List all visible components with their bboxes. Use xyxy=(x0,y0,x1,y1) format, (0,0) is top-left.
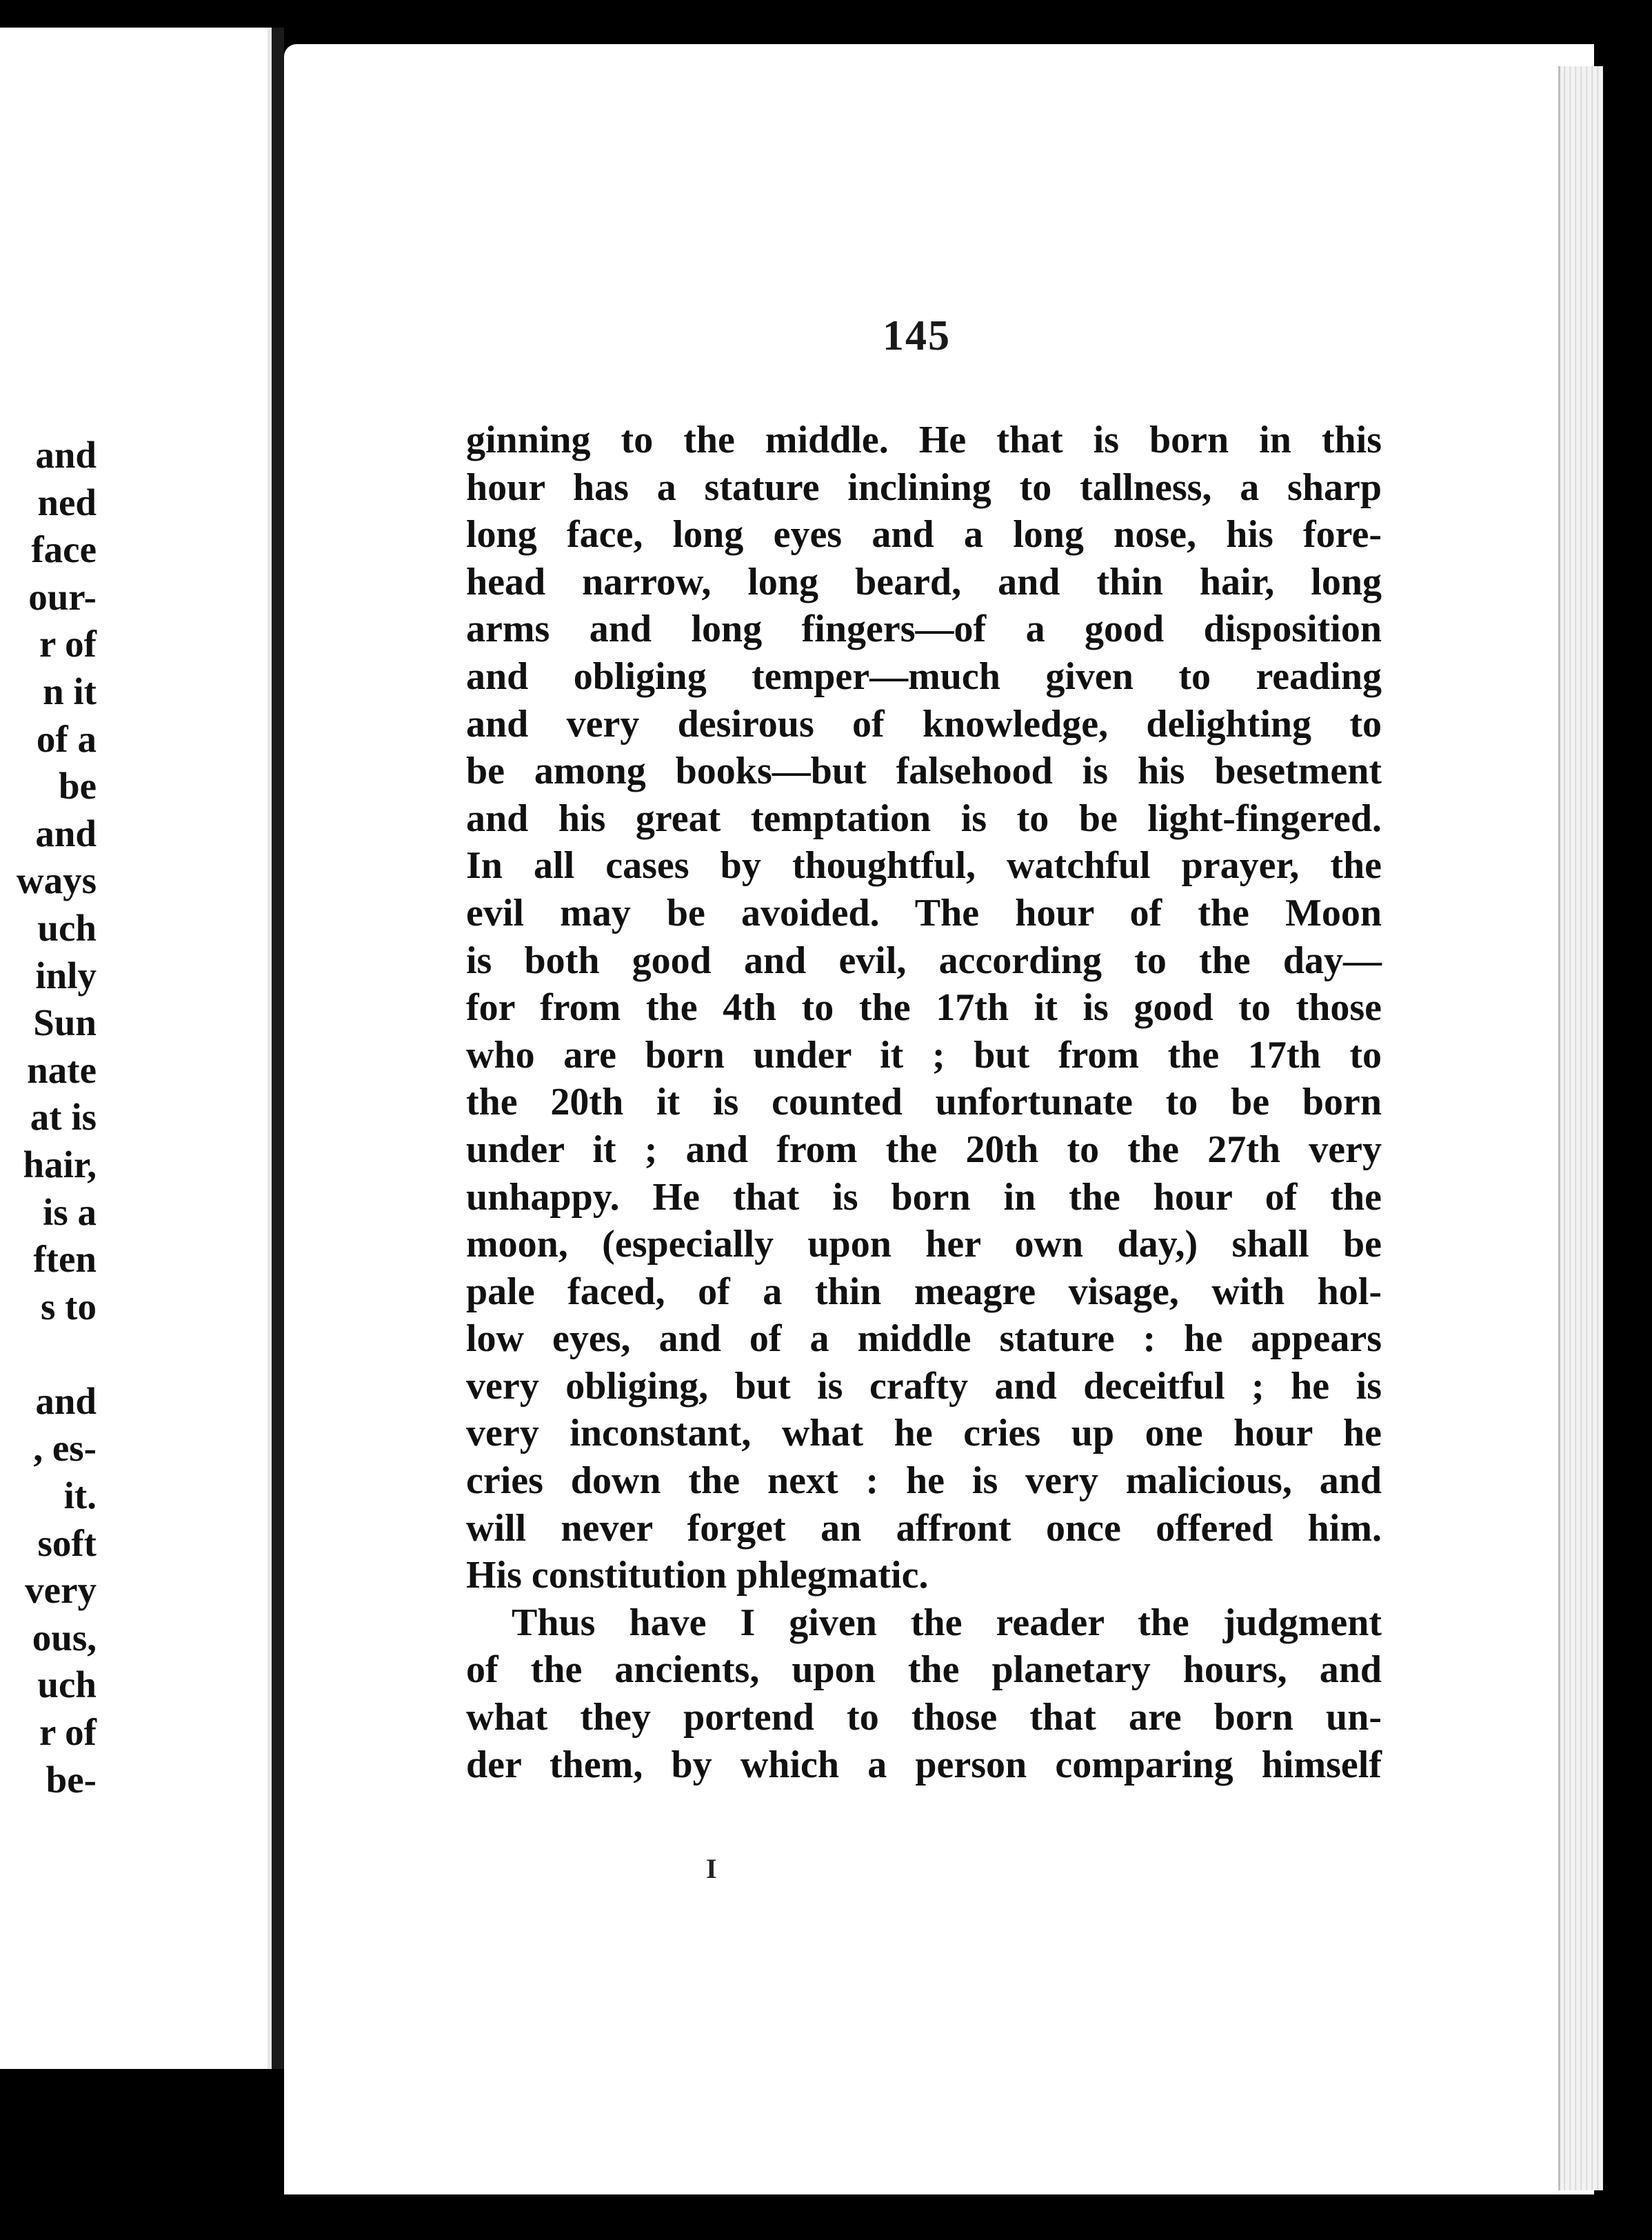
left-fragment: uch xyxy=(37,906,97,949)
text-line: under it ; and from the 20th to the 27th very xyxy=(466,1128,1382,1171)
text-line: and his great temptation is to be light-fingered. xyxy=(466,797,1382,840)
left-fragment: ways xyxy=(16,859,97,902)
left-fragment: very xyxy=(25,1569,97,1612)
left-fragment: soft xyxy=(37,1521,97,1564)
page-number: 145 xyxy=(883,312,951,359)
left-fragment: r of xyxy=(39,623,97,666)
text-line: and very desirous of knowledge, delighting to xyxy=(466,702,1382,746)
page-edges xyxy=(1558,66,1603,2190)
left-fragment: be xyxy=(59,765,97,808)
left-fragment: n it xyxy=(43,670,97,712)
signature-mark: I xyxy=(706,1853,717,1884)
text-line: moon, (especially upon her own day,) shall be xyxy=(466,1223,1382,1266)
left-fragment: , es- xyxy=(33,1427,97,1470)
text-line: for from the 4th to the 17th it is good to those xyxy=(466,986,1382,1030)
text-line: head narrow, long beard, and thin hair, long xyxy=(466,560,1382,603)
left-fragment: and xyxy=(35,812,97,854)
text-line: the 20th it is counted unfortunate to be born xyxy=(466,1081,1382,1124)
text-line: who are born under it ; but from the 17th to xyxy=(466,1033,1382,1077)
text-line: Thus have I given the reader the judgment xyxy=(512,1601,1382,1644)
text-line: pale faced, of a thin meagre visage, with hol- xyxy=(466,1270,1382,1313)
left-facing-page xyxy=(0,28,272,2069)
left-fragment: ned xyxy=(37,481,97,523)
left-page-text-fragments xyxy=(0,432,97,1803)
left-fragment: ften xyxy=(33,1238,97,1281)
text-line: and obliging temper—much given to reading xyxy=(466,654,1382,698)
left-fragment: s to xyxy=(41,1285,97,1328)
left-fragment: inly xyxy=(35,954,97,997)
book-gutter xyxy=(272,28,284,2069)
left-fragment: face xyxy=(31,528,97,571)
text-line: hour has a stature inclining to tallness, a sharp xyxy=(466,466,1382,509)
body-text xyxy=(466,417,1382,1788)
text-line: what they portend to those that are born un- xyxy=(466,1696,1382,1739)
text-line: very obliging, but is crafty and deceitful ; he is xyxy=(466,1364,1382,1408)
text-line: be among books—but falsehood is his besetment xyxy=(466,750,1382,793)
text-line: very inconstant, what he cries up one hour he xyxy=(466,1412,1382,1455)
text-line: is both good and evil, according to the day— xyxy=(466,939,1382,982)
text-line: arms and long fingers—of a good disposition xyxy=(466,608,1382,651)
left-fragment: and xyxy=(35,1379,97,1422)
left-fragment: Sun xyxy=(33,1001,97,1044)
text-line: unhappy. He that is born in the hour of the xyxy=(466,1175,1382,1219)
text-line: low eyes, and of a middle stature : he appears xyxy=(466,1317,1382,1361)
left-fragment: and xyxy=(35,434,97,476)
left-fragment: it. xyxy=(63,1474,97,1517)
left-fragment: nate xyxy=(27,1048,97,1091)
text-line: ginning to the middle. He that is born in this xyxy=(466,419,1382,461)
text-line: of the ancients, upon the planetary hours, and xyxy=(466,1648,1382,1692)
left-fragment: hair, xyxy=(23,1143,97,1186)
text-line: der them, by which a person comparing himself xyxy=(466,1743,1382,1786)
left-fragment: of a xyxy=(36,717,97,760)
left-fragment: our- xyxy=(28,575,97,618)
left-fragment: be- xyxy=(46,1758,97,1801)
text-line: evil may be avoided. The hour of the Moon xyxy=(466,891,1382,934)
left-fragment: is a xyxy=(43,1190,97,1233)
text-line: long face, long eyes and a long nose, his fore- xyxy=(466,513,1382,557)
text-line: will never forget an affront once offered him. xyxy=(466,1506,1382,1550)
left-fragment: uch xyxy=(37,1663,97,1706)
left-fragment: ous, xyxy=(32,1616,97,1659)
left-fragment: at is xyxy=(30,1096,97,1139)
left-fragment: r of xyxy=(39,1711,97,1754)
text-line: cries down the next : he is very malicious, and xyxy=(466,1459,1382,1503)
text-line: In all cases by thoughtful, watchful prayer, the xyxy=(466,844,1382,888)
left-fragment xyxy=(0,1330,97,1378)
text-line: His constitution phlegmatic. xyxy=(466,1554,929,1597)
